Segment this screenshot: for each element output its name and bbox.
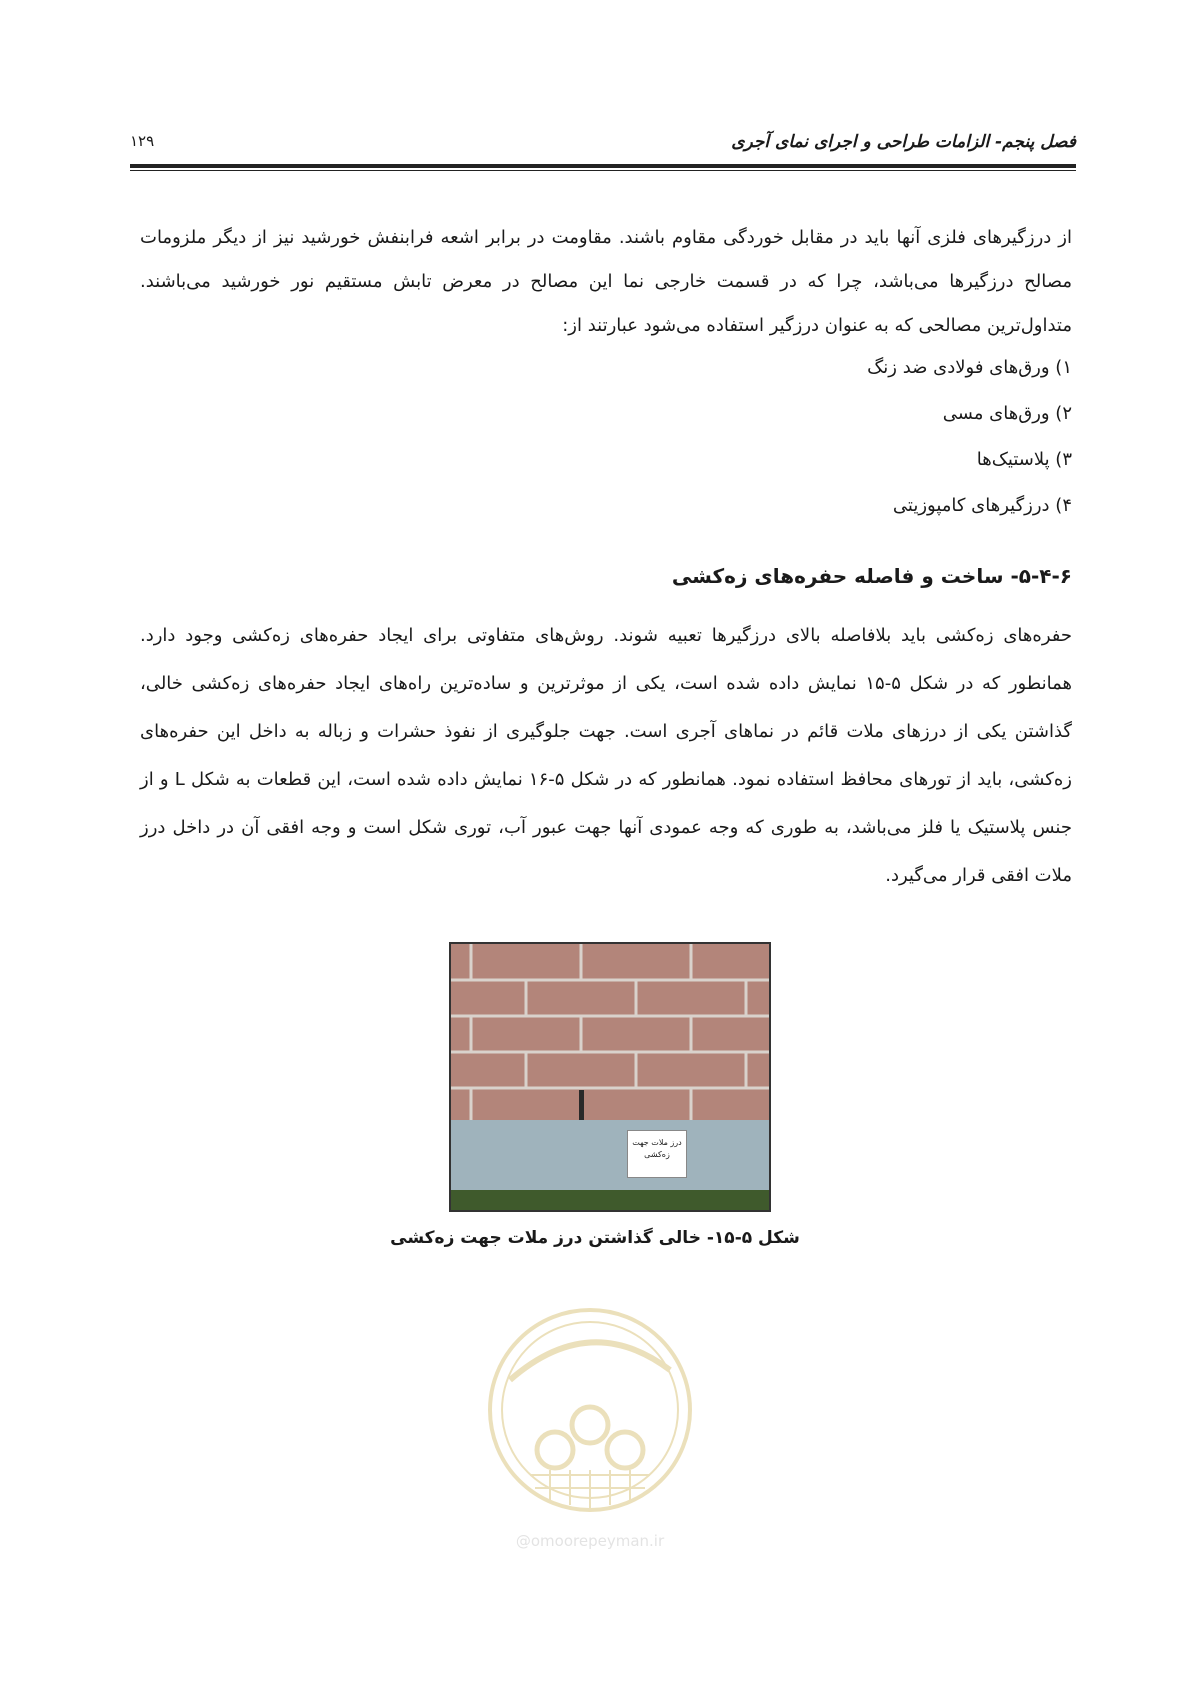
paragraph-sealant-materials: از درزگیرهای فلزی آنها باید در مقابل خوردگی مقاوم باشند. مقاومت در برابر اشعه فرابنفش خورشید نیز از دیگر ملزومات مصالح درزگیرها می‌باشد، چرا که در قسمت خارجی نما این مصالح در معرض تابش مستقیم نور خورشید می‌باشند. متداول‌ترین مصالحی که به عنوان درزگیر استفاده می‌شود عبارتند از: <box>140 227 1072 336</box>
list-item: ۴) درزگیرهای کامپوزیتی <box>892 495 1072 516</box>
watermark <box>480 1300 700 1560</box>
concrete-base <box>451 1120 769 1194</box>
watermark-url: @omoorepeyman.ir <box>515 1532 665 1550</box>
sealant-list <box>140 354 1072 538</box>
list-item: ۳) پلاستیک‌ها <box>976 449 1072 470</box>
photo-label: درز ملات جهت زه‌کشی <box>627 1130 687 1178</box>
chapter-title: فصل پنجم- الزامات طراحی و اجرای نمای آجری <box>731 132 1076 152</box>
brick-wall-photo <box>449 942 771 1212</box>
section-heading: ۵-۴-۶- ساخت و فاصله حفره‌های زه‌کشی <box>671 564 1072 588</box>
figure-caption: شکل ۵-۱۵- خالی گذاشتن درز ملات جهت زه‌کشی <box>390 1228 800 1248</box>
brick-pattern <box>451 944 769 1124</box>
page-number: ۱۲۹ <box>130 132 155 150</box>
paragraph-weep-holes: حفره‌های زه‌کشی باید بلافاصله بالای درزگیرها تعبیه شوند. روش‌های متفاوتی برای ایجاد حفره‌های زه‌کشی وجود دارد. همانطور که در شکل ۵-۱۵ نمایش داده شده است، یکی از موثرترین و ساده‌ترین راه‌های ایجاد حفره‌های زه‌کشی خالی، گذاشتن یکی از درزهای ملات قائم در نماهای آجری است. جهت جلوگیری از نفوذ حشرات و زباله به داخل این حفره‌های زه‌کشی، باید از تورهای محافظ استفاده نمود. همانطور که در شکل ۵-۱۶ نمایش داده شده است، این قطعات به شکل L و از جنس پلاستیک یا فلز می‌باشد، به طوری که وجه عمودی آنها جهت عبور آب، توری شکل است و وجه افقی آن در داخل درز ملات افقی قرار می‌گیرد. <box>140 625 1073 886</box>
header-rule-thin <box>130 170 1076 171</box>
list-item: ۱) ورق‌های فولادی ضد زنگ <box>867 357 1072 378</box>
watermark-logo <box>480 1300 700 1525</box>
page-header <box>130 128 1076 158</box>
header-rule-thick <box>130 164 1076 168</box>
grass-strip <box>451 1190 769 1210</box>
list-item: ۲) ورق‌های مسی <box>942 403 1072 424</box>
